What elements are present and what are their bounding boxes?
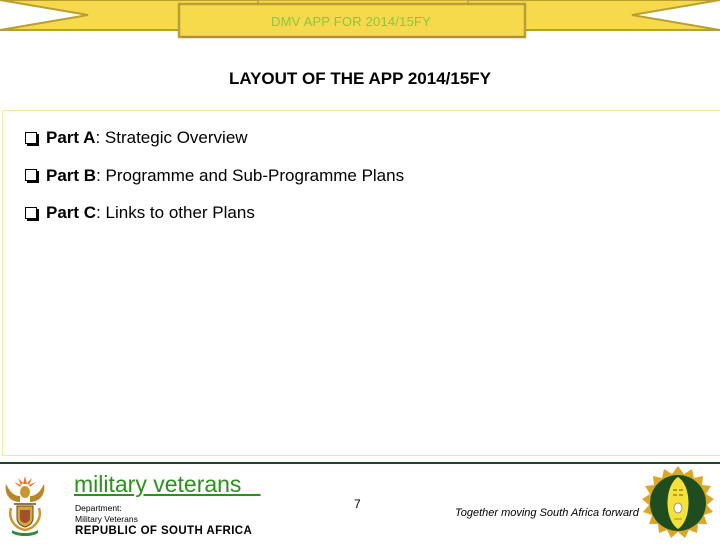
bullet-text: : Links to other Plans: [96, 203, 255, 222]
checkbox-bullet-icon: [25, 207, 37, 219]
slide-title: LAYOUT OF THE APP 2014/15FY: [228, 69, 491, 88]
footer-divider: [0, 462, 720, 464]
slogan: Together moving South Africa forward: [455, 507, 639, 519]
content-area: [2, 110, 720, 456]
bullet-list: [25, 128, 404, 241]
military-veterans-emblem-icon: [640, 466, 716, 540]
bullet-item-part-a: [25, 128, 404, 148]
header-banner: [0, 0, 720, 46]
bullet-item-part-c: [25, 203, 404, 223]
country-name: REPUBLIC OF SOUTH AFRICA: [75, 525, 253, 537]
bullet-text: : Programme and Sub-Programme Plans: [96, 165, 405, 185]
bullet-label: Part A: [46, 128, 96, 147]
bullet-label: Part B: [46, 165, 97, 185]
brand-name: military veterans: [74, 471, 261, 497]
bullet-item-part-b: [25, 166, 404, 186]
department-name: Military Veterans: [75, 514, 138, 524]
page-number: 7: [354, 497, 361, 511]
checkbox-bullet-icon: [25, 132, 37, 144]
bullet-label: Part C: [46, 203, 97, 222]
coat-of-arms-icon: [2, 470, 48, 538]
department-label: Department:: [75, 503, 122, 513]
banner-title: DMV APP FOR 2014/15FY: [270, 13, 432, 29]
checkbox-bullet-icon: [25, 169, 37, 181]
bullet-text: : Strategic Overview: [95, 128, 248, 147]
